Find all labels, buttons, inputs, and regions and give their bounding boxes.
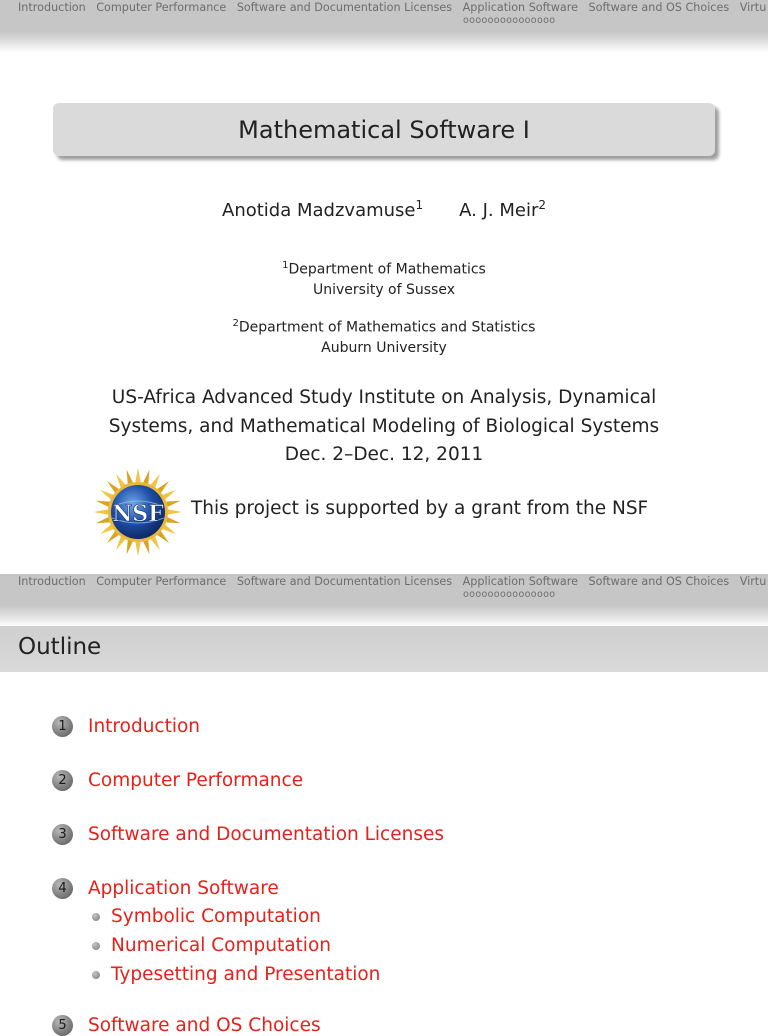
affiliation-institution: Auburn University (321, 339, 447, 356)
affiliation-block (0, 314, 768, 358)
nav-section-computer-performance[interactable]: Computer Performance (96, 575, 227, 588)
section-number-ball: 2 (52, 770, 73, 791)
nav-section-introduction[interactable]: Introduction (18, 575, 86, 588)
nsf-logo-ray (116, 474, 125, 488)
presentation-title: Mathematical Software I (238, 115, 530, 144)
event-description (0, 384, 768, 470)
nsf-logo-lettering: NSF (112, 501, 164, 527)
grant-statement: This project is supported by a grant from the NSF (191, 498, 649, 519)
bullet-icon (92, 971, 100, 979)
nsf-logo-ray (166, 517, 180, 523)
event-date: Dec. 2–Dec. 12, 2011 (284, 444, 484, 465)
frame-title: Outline (18, 634, 102, 660)
author-affiliation-mark: 2 (538, 198, 546, 212)
nav-section-licenses[interactable]: Software and Documentation Licenses (236, 1, 453, 14)
nav-section-computer-performance[interactable]: Computer Performance (96, 1, 227, 14)
toc-subitem-symbolic[interactable] (92, 906, 321, 927)
nsf-logo-ray (95, 501, 109, 507)
toc-item-computer-performance[interactable] (52, 770, 303, 791)
nsf-logo-ray (143, 540, 149, 554)
bullet-icon (92, 913, 100, 921)
section-navigation-bar (0, 574, 768, 626)
nav-section-os-choices[interactable]: Software and OS Choices (588, 1, 730, 14)
toc-subitem-numerical[interactable] (92, 935, 331, 956)
author-line (0, 198, 768, 221)
nsf-logo-ray (143, 469, 149, 483)
affiliation-block (0, 256, 768, 300)
nsf-logo-icon (92, 466, 184, 558)
author-affiliation-mark: 1 (415, 198, 424, 212)
toc-sublink[interactable]: Numerical Computation (111, 935, 331, 956)
toc-sublink[interactable]: Symbolic Computation (111, 906, 321, 927)
outline-slide (0, 574, 768, 1036)
toc-link[interactable]: Application Software (88, 878, 279, 899)
section-number-ball: 4 (52, 878, 73, 899)
nsf-logo-ray (135, 542, 140, 556)
nav-section-application-software[interactable]: Application Software (462, 1, 579, 14)
nav-section-licenses[interactable]: Software and Documentation Licenses (236, 575, 453, 588)
affiliation-department: Department of Mathematics and Statistics (238, 319, 536, 336)
nsf-logo-ray (151, 474, 160, 488)
affiliation-institution: University of Sussex (312, 281, 456, 298)
toc-item-application-software[interactable] (52, 878, 279, 899)
toc-sublink[interactable]: Typesetting and Presentation (111, 964, 381, 985)
author-name: Anotida Madzvamuse (222, 200, 416, 221)
frame-title-bar (0, 626, 768, 672)
title-box (53, 103, 715, 156)
toc-link[interactable]: Software and OS Choices (88, 1015, 321, 1036)
section-number-ball: 5 (52, 1015, 73, 1036)
nsf-logo-ray (95, 517, 109, 523)
toc-link[interactable]: Computer Performance (88, 770, 304, 791)
section-navigation-bar (0, 0, 768, 52)
nav-section-virtu[interactable]: Virtu (739, 575, 767, 588)
bullet-icon (92, 942, 100, 950)
nsf-logo-ray (127, 469, 133, 483)
section-nav-list (18, 574, 777, 590)
toc-item-licenses[interactable] (52, 824, 444, 845)
affiliation-department: Department of Mathematics (288, 261, 486, 278)
affiliation-mark: 1 (282, 260, 289, 271)
nsf-logo-ray (94, 509, 108, 514)
frame-navigation-dots[interactable]: ooooooooooooooo (463, 589, 556, 600)
toc-link[interactable]: Introduction (88, 716, 201, 737)
nav-section-virtu[interactable]: Virtu (739, 1, 767, 14)
toc-item-introduction[interactable] (52, 716, 200, 737)
affiliation-mark: 2 (232, 318, 239, 329)
event-line: Systems, and Mathematical Modeling of Biological Systems (108, 415, 660, 437)
toc-item-os-choices[interactable] (52, 1015, 321, 1036)
nsf-logo-ray (163, 525, 177, 534)
section-nav-list (18, 0, 777, 16)
nsf-logo-ray (100, 490, 114, 499)
nav-section-application-software[interactable]: Application Software (462, 575, 579, 588)
nsf-logo-ray (151, 537, 160, 551)
nsf-logo-ray (127, 540, 133, 554)
nsf-logo-ray (166, 501, 180, 507)
toc-subitem-typesetting[interactable] (92, 964, 380, 985)
nsf-logo-ray (116, 537, 125, 551)
toc-link[interactable]: Software and Documentation Licenses (88, 824, 444, 845)
frame-navigation-dots[interactable]: ooooooooooooooo (463, 15, 556, 26)
section-number-ball: 3 (52, 824, 73, 845)
nsf-logo-ray (168, 509, 182, 514)
nsf-logo-ray (163, 490, 177, 499)
nav-section-os-choices[interactable]: Software and OS Choices (588, 575, 730, 588)
nav-section-introduction[interactable]: Introduction (18, 1, 86, 14)
nsf-logo-ray (135, 468, 140, 482)
event-line: US-Africa Advanced Study Institute on Analysis, Dynamical (111, 387, 657, 408)
section-number-ball: 1 (52, 716, 73, 737)
author-name: A. J. Meir (459, 200, 539, 221)
